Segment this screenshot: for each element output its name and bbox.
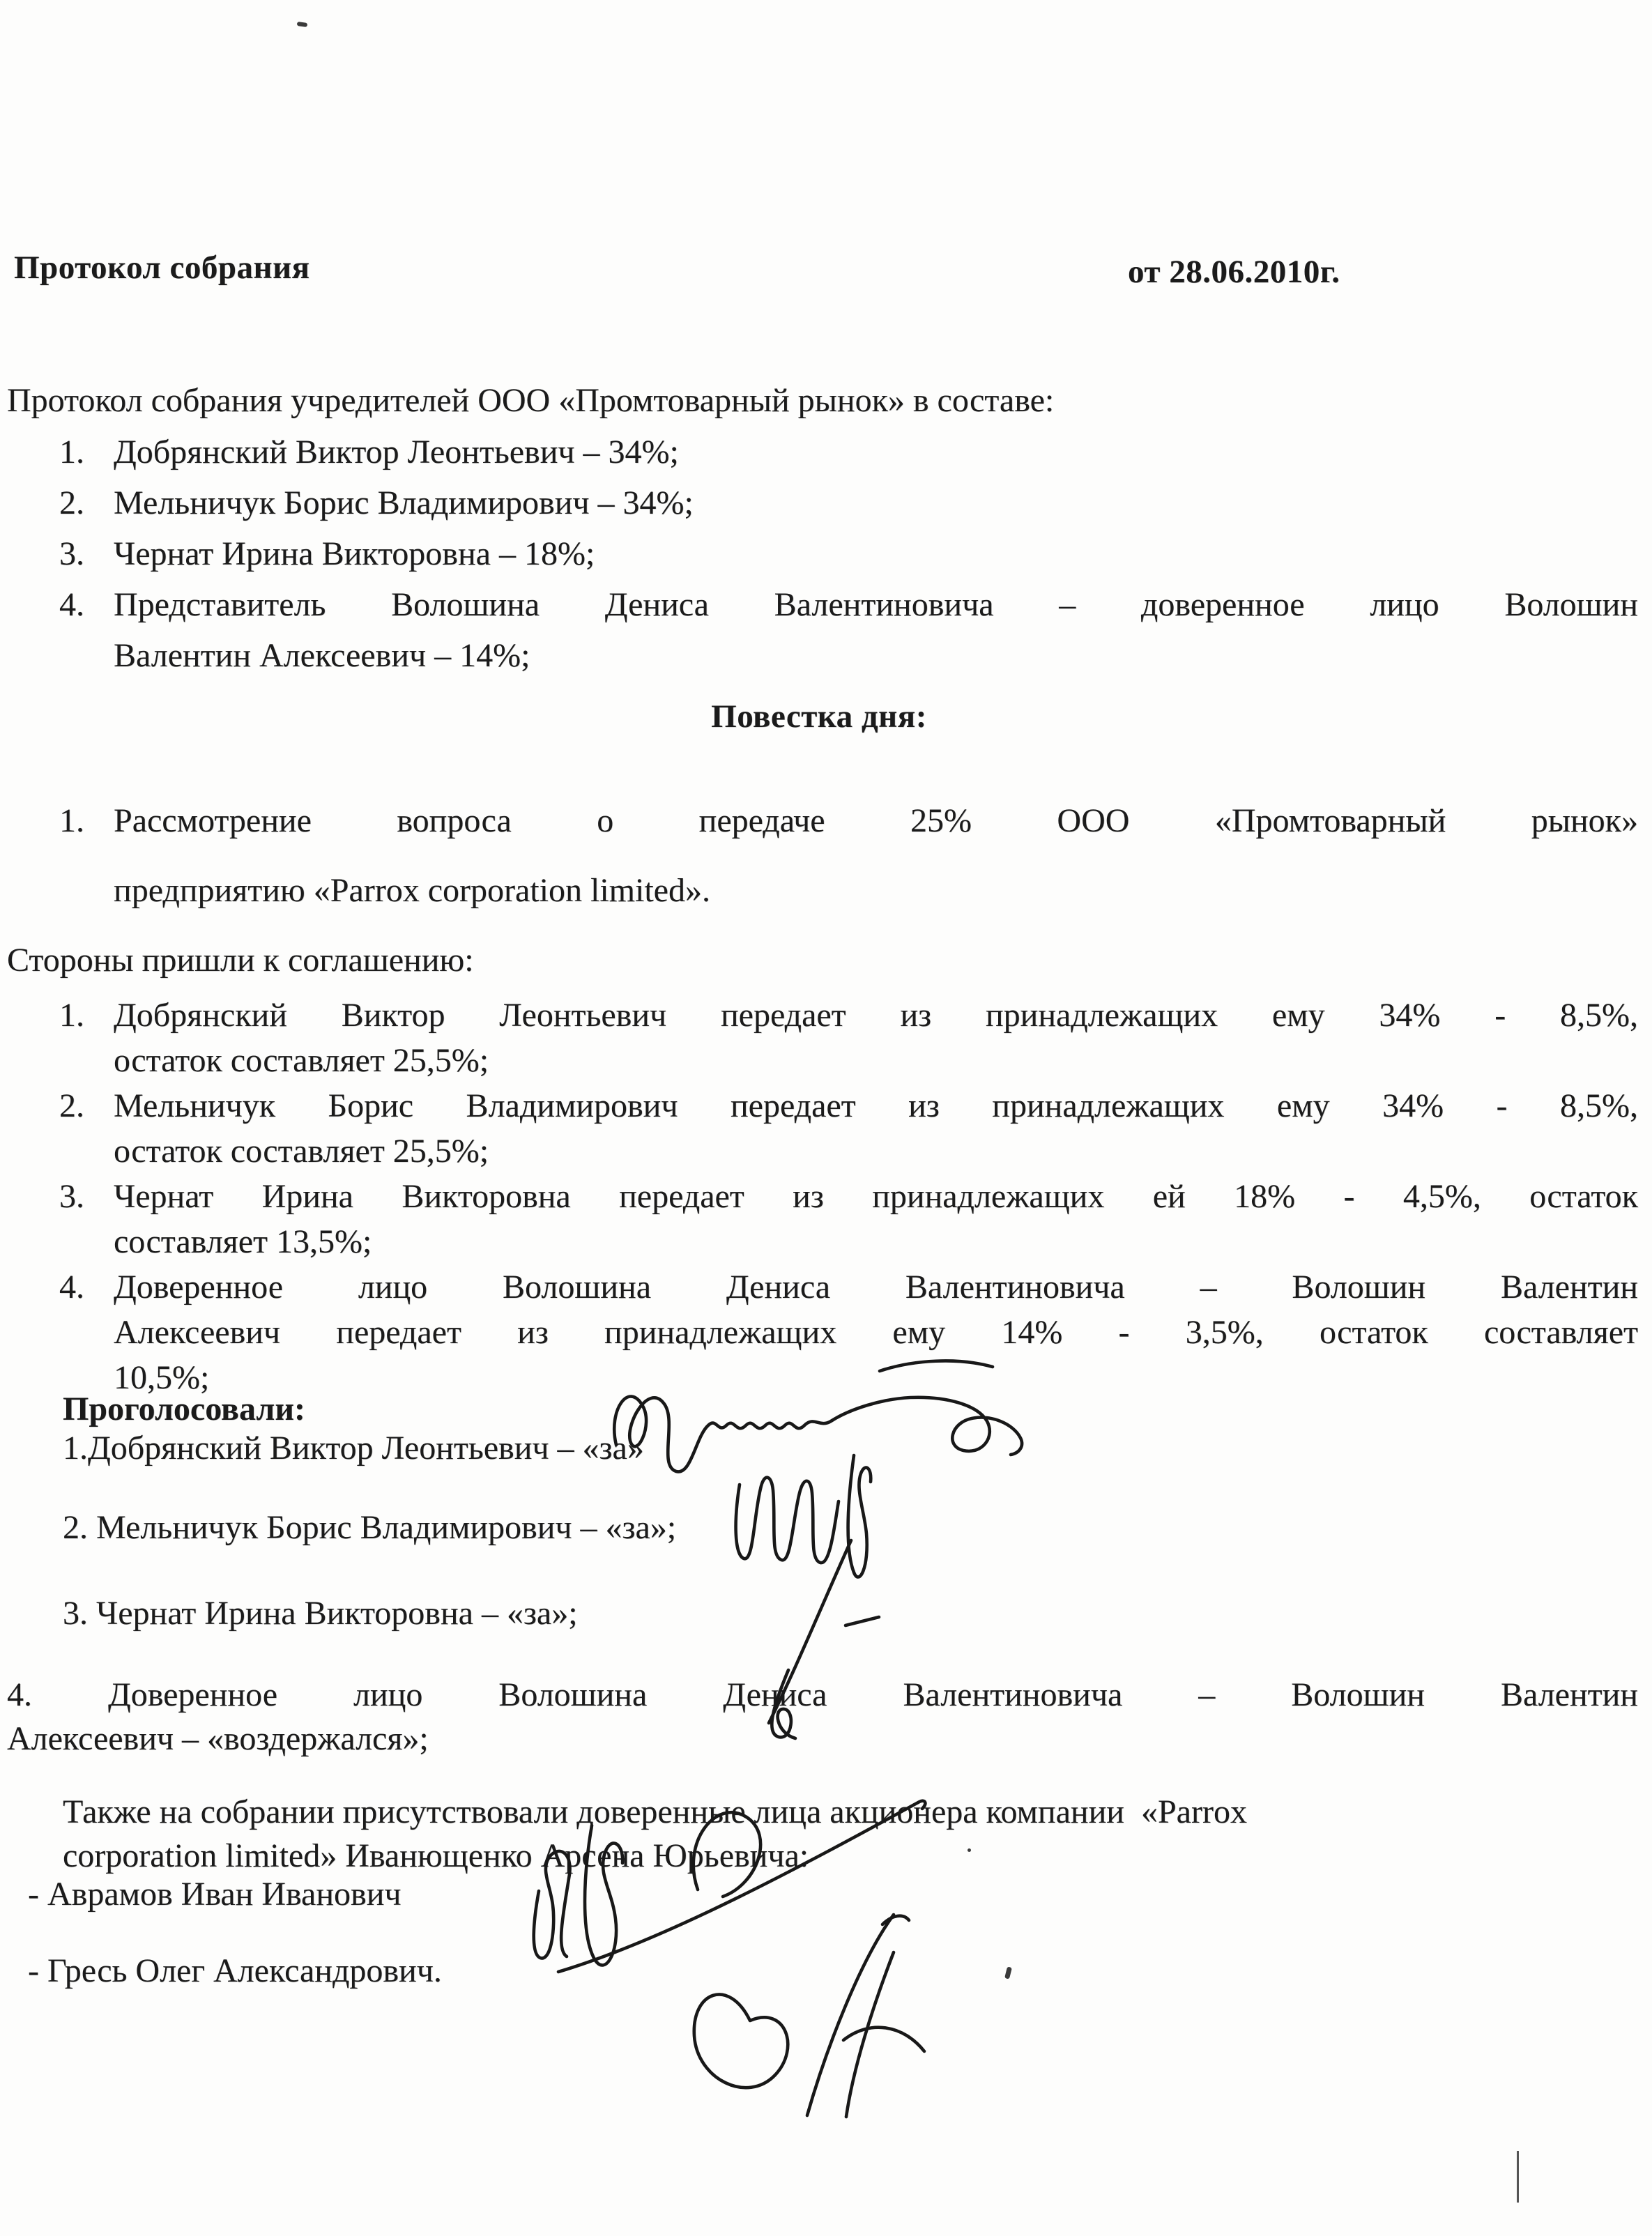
agreement-heading: Стороны пришли к соглашению: <box>7 942 474 979</box>
list-item-text: 10,5%; <box>114 1359 210 1396</box>
vote-line: 1.Добрянский Виктор Леонтьевич – «за» <box>63 1430 644 1467</box>
list-item <box>59 993 1638 1083</box>
attendees-text: corporation limited» Иванющенко Арсена Юрьевича: <box>63 1837 809 1874</box>
vote-line: Алексеевич – «воздержался»; <box>7 1720 429 1757</box>
list-item-text: Мельничук Борис Владимирович – 34%; <box>114 484 694 521</box>
list-marker: 3. <box>59 535 84 572</box>
intro-paragraph: Протокол собрания учредителей ООО «Промтоварный рынок» в составе: <box>7 382 1055 419</box>
agenda-item-text: предприятию «Parrox corporation limited». <box>114 872 710 909</box>
list-item-text: составляет 13,5%; <box>114 1223 372 1260</box>
list-marker: 2. <box>59 484 84 521</box>
list-marker: 2. <box>59 1087 84 1124</box>
list-item <box>59 528 1638 579</box>
list-item <box>59 1083 1638 1174</box>
list-marker: 4. <box>59 1269 84 1305</box>
list-item-text: Добрянский Виктор Леонтьевич – 34%; <box>114 434 679 470</box>
attendee-name: - Аврамов Иван Иванович <box>28 1876 401 1913</box>
attendees-text: Также на собрании присутствовали доверенные лица акционера компании «Parrox <box>63 1793 1247 1830</box>
list-marker: 3. <box>59 1178 84 1215</box>
list-item <box>59 477 1638 528</box>
list-marker: 1. <box>59 434 84 470</box>
list-item-text: Валентин Алексеевич – 14%; <box>114 637 530 674</box>
list-item-text: Доверенное лицо Волошина Дениса Валентиновича – Волошин Валентин <box>114 1269 1638 1305</box>
list-item-text: Мельничук Борис Владимирович передает из принадлежащих ему 34% - 8,5%, <box>114 1087 1638 1124</box>
page-title: Протокол собрания <box>14 250 310 286</box>
agenda-item <box>59 786 1638 926</box>
scan-artifact <box>1004 1966 1012 1979</box>
list-item <box>59 1174 1638 1264</box>
list-item-text: Алексеевич передает из принадлежащих ему 14% - 3,5%, остаток составляет <box>114 1314 1638 1351</box>
list-item-text: остаток составляет 25,5%; <box>114 1133 489 1170</box>
list-item <box>59 427 1638 477</box>
signature-chernat <box>708 1533 882 1743</box>
list-marker: 4. <box>59 586 84 623</box>
vote-line: 3. Чернат Ирина Викторовна – «за»; <box>63 1595 578 1632</box>
list-item-text: Добрянский Виктор Леонтьевич передает из принадлежащих ему 34% - 8,5%, <box>114 997 1638 1034</box>
list-item-text: Представитель Волошина Дениса Валентиновича – доверенное лицо Волошин <box>114 586 1638 623</box>
scan-artifact <box>297 22 308 27</box>
list-item-text: Чернат Ирина Викторовна – 18%; <box>114 535 595 572</box>
list-marker: 1. <box>59 997 84 1034</box>
vote-line: 4. Доверенное лицо Волошина Дениса Валентиновича – Волошин Валентин <box>7 1676 1638 1713</box>
list-item-text: остаток составляет 25,5%; <box>114 1042 489 1079</box>
agenda-item-text: Рассмотрение вопроса о передаче 25% ООО «Промтоварный рынок» <box>114 802 1638 839</box>
list-item-text: Чернат Ирина Викторовна передает из принадлежащих ей 18% - 4,5%, остаток <box>114 1178 1638 1215</box>
voting-heading: Проголосовали: <box>63 1391 305 1427</box>
list-marker: 1. <box>59 802 84 839</box>
agreement-list <box>59 993 1638 1400</box>
agenda-heading: Повестка дня: <box>711 698 927 735</box>
scan-artifact <box>1517 2151 1519 2203</box>
list-item <box>59 579 1638 681</box>
attendee-name: - Гресь Олег Александрович. <box>28 1952 442 1989</box>
document-date: от 28.06.2010г. <box>1128 254 1340 290</box>
signature-gres <box>662 1906 941 2129</box>
founders-list <box>59 427 1638 681</box>
scan-artifact <box>968 1848 971 1852</box>
vote-line: 2. Мельничук Борис Владимирович – «за»; <box>63 1509 677 1546</box>
